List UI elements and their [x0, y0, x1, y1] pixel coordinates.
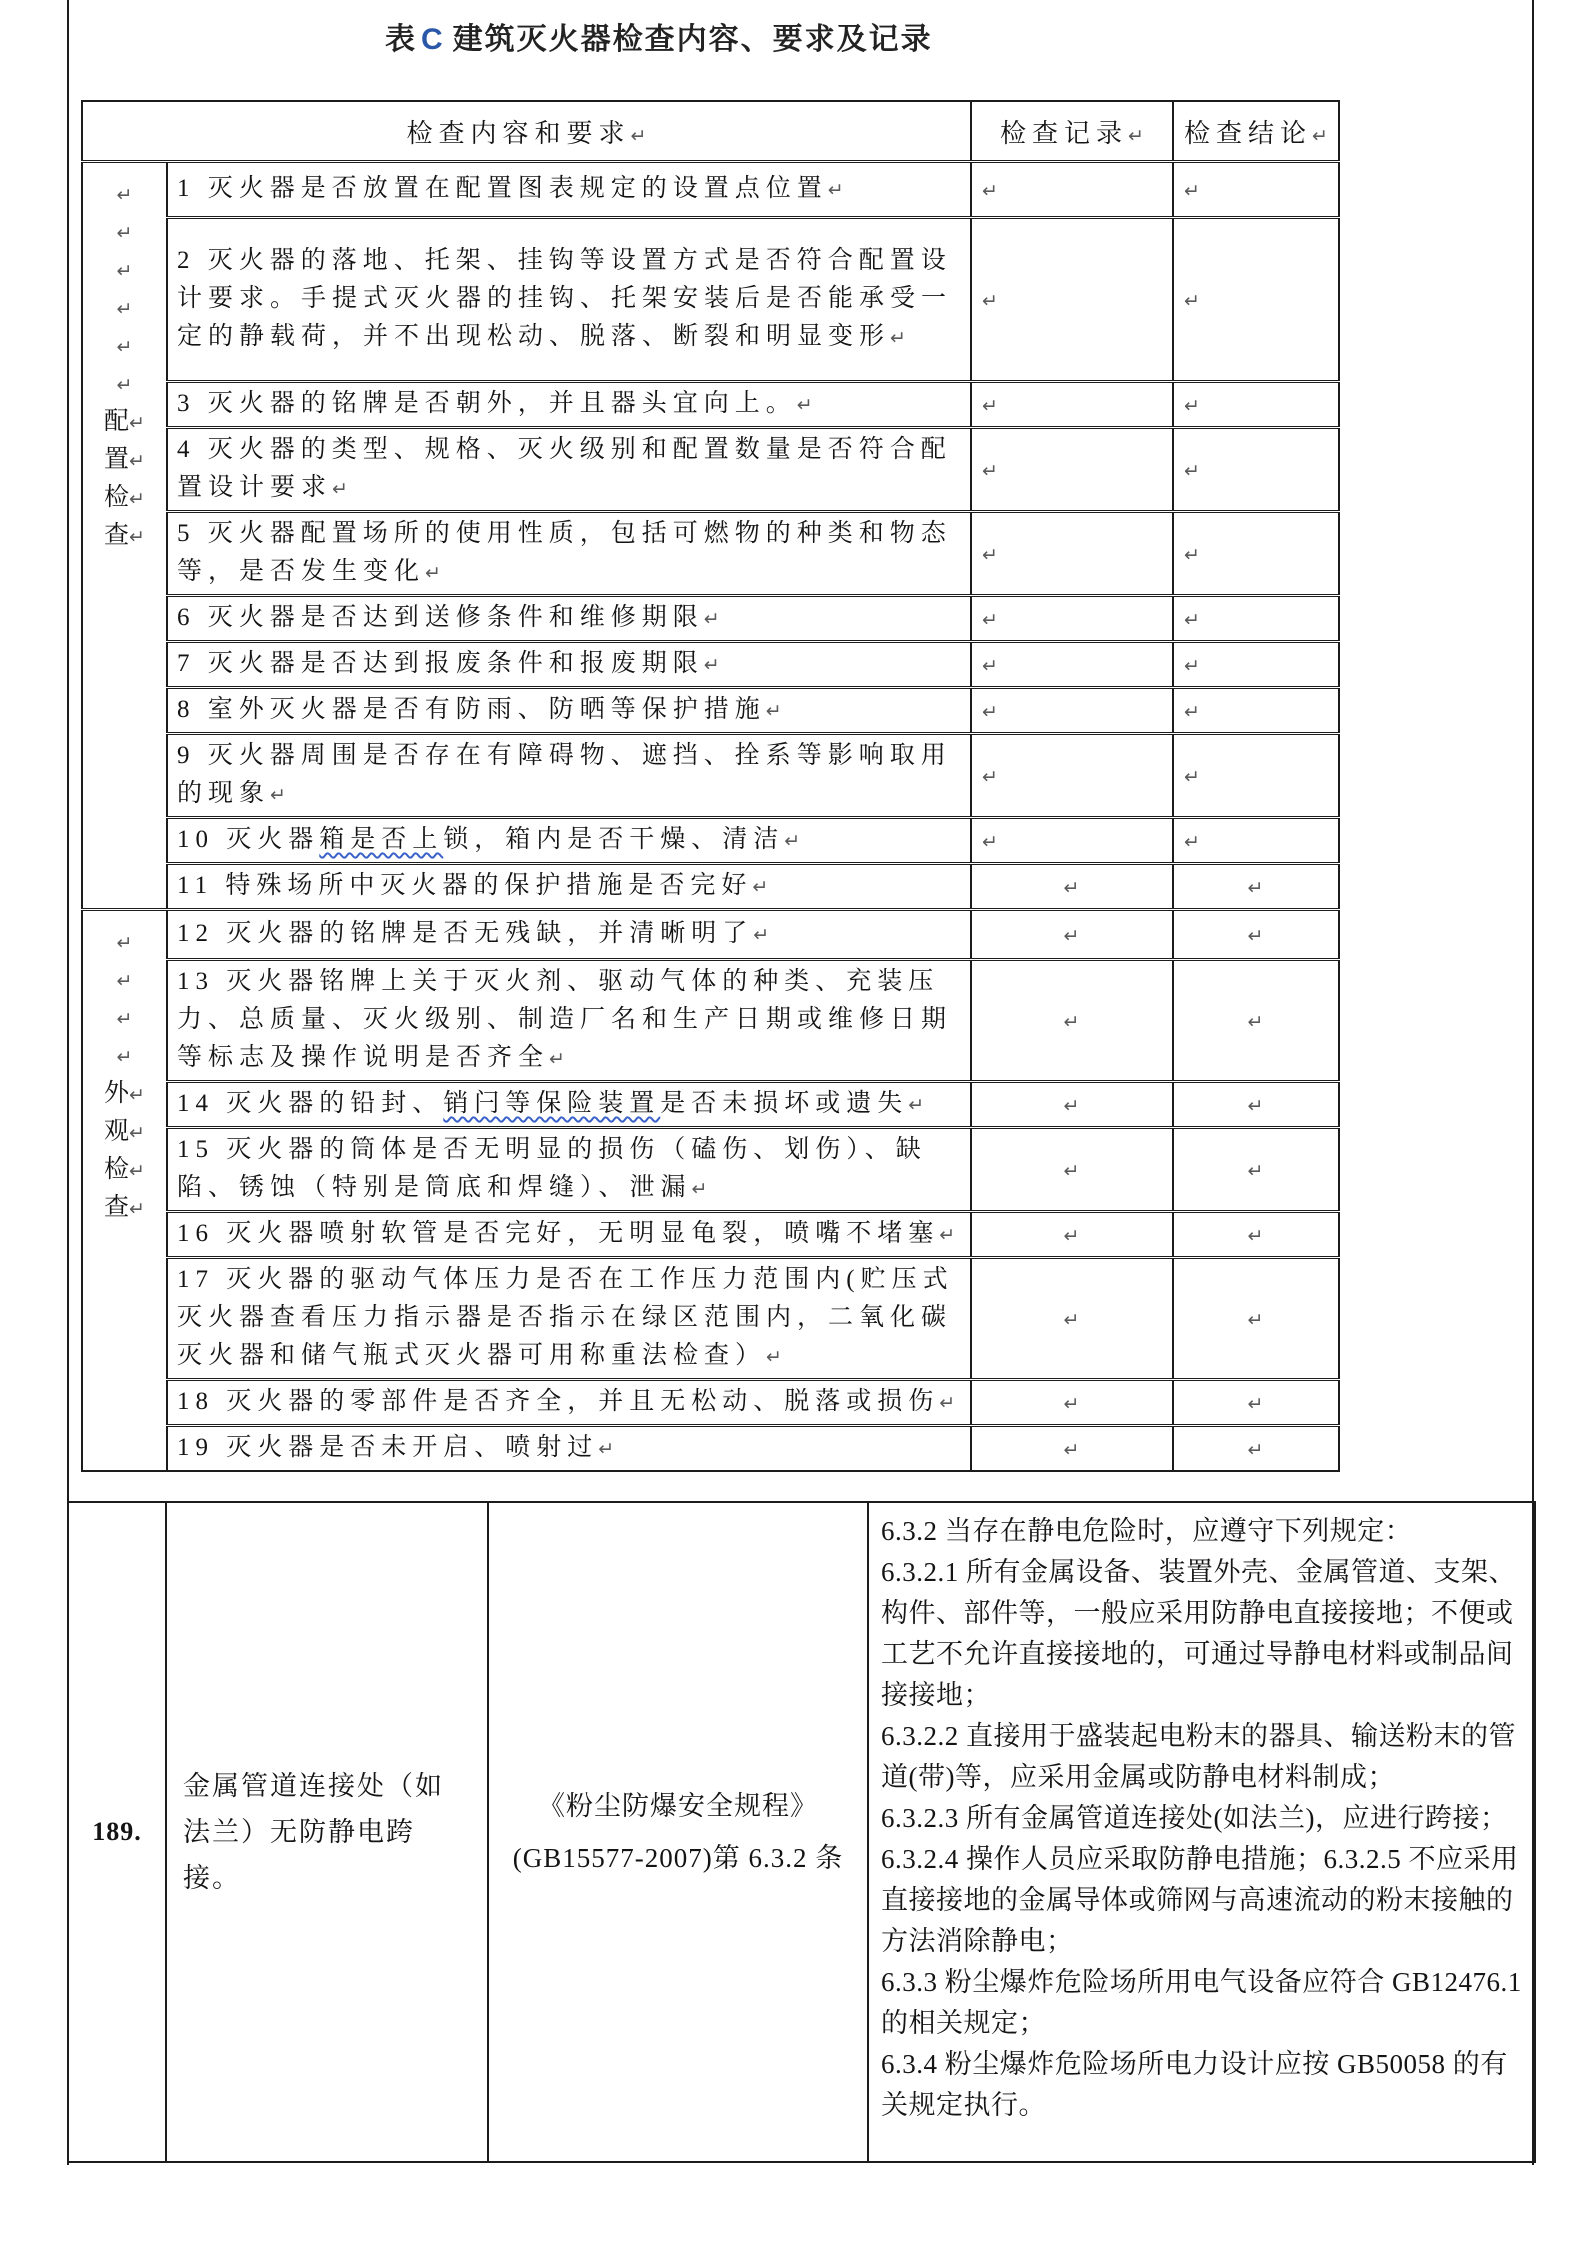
finding-number: 189.: [68, 1502, 166, 2162]
check-item-text: 灭火器: [226, 826, 320, 853]
extinguisher-inspection-table: [81, 100, 1340, 1472]
header-inspection-record: [971, 101, 1173, 162]
pilcrow-mark: ↵: [1063, 1159, 1080, 1182]
pilcrow-mark: ↵: [752, 876, 769, 898]
empty-paragraph-line: [84, 327, 165, 365]
check-item-number: 2: [177, 247, 196, 274]
section-label-text: 检: [104, 484, 130, 511]
check-item-text: 灭火器是否未开启、喷射过: [226, 1434, 599, 1461]
pilcrow-mark: ↵: [129, 1198, 145, 1220]
empty-paragraph-line: [84, 365, 165, 403]
check-item-number: 12: [177, 920, 214, 947]
record-cell-empty: [971, 1082, 1173, 1128]
pilcrow-mark: ↵: [982, 289, 998, 312]
pilcrow-mark: ↵: [1184, 179, 1200, 202]
check-item-cell: [167, 864, 971, 910]
table-row: [82, 162, 1339, 218]
pilcrow-mark: ↵: [1184, 765, 1200, 788]
check-item-cell: [167, 1082, 971, 1128]
header-inspection-conclusion: [1173, 101, 1339, 162]
record-cell-empty: [971, 1426, 1173, 1472]
check-item-number: 7: [177, 650, 196, 677]
empty-paragraph-line: [84, 999, 165, 1037]
header-content-label: 检查内容和要求: [406, 118, 631, 148]
check-item-text: 是否未损坏或遗失: [660, 1090, 909, 1117]
section-label-char: [84, 517, 165, 555]
title-letter-c: C: [421, 23, 445, 56]
regulation-clause: 6.3.2.4 操作人员应采取防静电措施；6.3.2.5 不应采用直接接地的金属导体或筛网与高速流动的粉末接触的方法消除静电；: [881, 1844, 1519, 1956]
conclusion-cell-empty: [1173, 1128, 1339, 1212]
section-label-text: 观: [104, 1118, 130, 1145]
pilcrow-mark: ↵: [691, 1178, 708, 1200]
spellcheck-underlined-text: 箱是否上: [319, 826, 444, 853]
check-item-text: 灭火器配置场所的使用性质，包括可燃物的种类和物态等，是否发生变化: [177, 520, 952, 585]
pilcrow-mark: ↵: [784, 830, 801, 852]
check-item-text: 灭火器周围是否存在有障碍物、遮挡、拴系等影响取用的现象: [177, 742, 952, 807]
basis-standard-clause: (GB15577-2007)第 6.3.2 条: [512, 1843, 844, 1873]
check-item-number: 18: [177, 1388, 214, 1415]
table-row: [82, 596, 1339, 642]
record-cell-empty: [971, 642, 1173, 688]
check-item-number: 3: [177, 390, 196, 417]
check-item-cell: [167, 162, 971, 218]
check-item-text: 灭火器喷射软管是否完好，无明显龟裂，喷嘴不堵塞: [226, 1220, 940, 1247]
record-cell-empty: [971, 1212, 1173, 1258]
pilcrow-mark: ↵: [1063, 876, 1080, 899]
pilcrow-mark: ↵: [116, 932, 133, 954]
pilcrow-mark: ↵: [630, 124, 647, 147]
conclusion-cell-empty: [1173, 1258, 1339, 1380]
check-item-cell: [167, 1128, 971, 1212]
check-item-number: 13: [177, 968, 214, 995]
pilcrow-mark: ↵: [129, 1084, 145, 1106]
pilcrow-mark: ↵: [1063, 1224, 1080, 1247]
section-label-appearance-check: [82, 910, 167, 1472]
table-row: [82, 218, 1339, 382]
check-item-text: 灭火器的铅封、: [226, 1090, 444, 1117]
pilcrow-mark: ↵: [1184, 543, 1200, 566]
pilcrow-mark: ↵: [270, 784, 286, 806]
record-cell-empty: [971, 162, 1173, 218]
table-row: [82, 1082, 1339, 1128]
conclusion-cell-empty: [1173, 960, 1339, 1082]
pilcrow-mark: ↵: [1184, 654, 1200, 677]
table-row: [82, 910, 1339, 960]
pilcrow-mark: ↵: [1247, 876, 1264, 899]
section-label-char: [84, 1189, 165, 1227]
pilcrow-mark: ↵: [982, 543, 998, 566]
pilcrow-mark: ↵: [982, 765, 998, 788]
conclusion-cell-empty: [1173, 1212, 1339, 1258]
title-prefix: 表: [385, 23, 417, 56]
check-item-text: 灭火器铭牌上关于灭火剂、驱动气体的种类、充装压力、总质量、灭火级别、制造厂名和生产日期或维修日期等标志及操作说明是否齐全: [177, 968, 953, 1071]
table-row: [82, 734, 1339, 818]
pilcrow-mark: ↵: [116, 970, 133, 992]
spellcheck-underlined-text: 销闩等保险装置: [443, 1090, 661, 1117]
conclusion-cell-empty: [1173, 428, 1339, 512]
pilcrow-mark: ↵: [982, 394, 998, 417]
empty-paragraph-line: [84, 251, 165, 289]
table-row: [82, 642, 1339, 688]
check-item-text: 灭火器的落地、托架、挂钩等设置方式是否符合配置设计要求。手提式灭火器的挂钩、托架安装后是否能承受一定的静载荷，并不出现松动、脱落、断裂和明显变形: [177, 247, 953, 350]
pilcrow-mark: ↵: [703, 608, 720, 630]
pilcrow-mark: ↵: [129, 526, 145, 548]
check-item-number: 10: [177, 826, 214, 853]
section-label-text: 置: [104, 446, 130, 473]
pilcrow-mark: ↵: [1247, 1010, 1264, 1033]
header-row: [82, 101, 1339, 162]
pilcrow-mark: ↵: [753, 924, 770, 946]
conclusion-cell-empty: [1173, 734, 1339, 818]
conclusion-cell-empty: [1173, 512, 1339, 596]
check-item-number: 17: [177, 1266, 214, 1293]
pilcrow-mark: ↵: [116, 260, 133, 282]
conclusion-cell-empty: [1173, 864, 1339, 910]
header-content-requirements: [82, 101, 971, 162]
conclusion-cell-empty: [1173, 162, 1339, 218]
check-item-cell: [167, 910, 971, 960]
table-row: [82, 818, 1339, 864]
finding-clause-text: [868, 1502, 1535, 2162]
conclusion-cell-empty: [1173, 910, 1339, 960]
pilcrow-mark: ↵: [116, 222, 133, 244]
check-item-cell: [167, 1258, 971, 1380]
pilcrow-mark: ↵: [982, 459, 998, 482]
pilcrow-mark: ↵: [796, 394, 813, 416]
check-item-text: 锁，箱内是否干燥、清洁: [443, 826, 785, 853]
basis-standard-name: 《粉尘防爆安全规程》: [538, 1791, 818, 1821]
check-item-number: 14: [177, 1090, 214, 1117]
pilcrow-mark: ↵: [116, 1008, 133, 1030]
check-item-number: 19: [177, 1434, 214, 1461]
pilcrow-mark: ↵: [1247, 1094, 1264, 1117]
section-label-text: 检: [104, 1156, 130, 1183]
record-cell-empty: [971, 734, 1173, 818]
pilcrow-mark: ↵: [129, 1122, 145, 1144]
record-cell-empty: [971, 512, 1173, 596]
pilcrow-mark: ↵: [908, 1094, 925, 1116]
table-row: [82, 512, 1339, 596]
finding-problem: 金属管道连接处（如法兰）无防静电跨接。: [166, 1502, 488, 2162]
check-item-cell: [167, 960, 971, 1082]
table-row: [82, 1212, 1339, 1258]
regulation-clause: 6.3.2.2 直接用于盛装起电粉末的器具、输送粉末的管道(带)等，应采用金属或防静电材料制成；: [881, 1721, 1516, 1792]
check-item-number: 16: [177, 1220, 214, 1247]
conclusion-cell-empty: [1173, 218, 1339, 382]
table-row: [82, 688, 1339, 734]
record-cell-empty: [971, 428, 1173, 512]
table-row: [82, 1380, 1339, 1426]
record-cell-empty: [971, 596, 1173, 642]
check-item-cell: [167, 734, 971, 818]
pilcrow-mark: ↵: [1247, 1438, 1264, 1461]
pilcrow-mark: ↵: [425, 562, 441, 584]
regulation-clause: 6.3.2.1 所有金属设备、装置外壳、金属管道、支架、构件、部件等，一般应采用防静电直接接地；不便或工艺不允许直接接地的，可通过导静电材料或制品间接接地；: [881, 1557, 1516, 1710]
finding-basis: [488, 1502, 868, 2162]
title-rest: 建筑灭火器检查内容、要求及记录: [452, 23, 933, 56]
pilcrow-mark: ↵: [1063, 1438, 1080, 1461]
pilcrow-mark: ↵: [827, 179, 844, 201]
pilcrow-mark: ↵: [598, 1438, 615, 1460]
conclusion-cell-empty: [1173, 382, 1339, 428]
pilcrow-mark: ↵: [1247, 1392, 1264, 1415]
pilcrow-mark: ↵: [982, 608, 998, 631]
section-label-char: [84, 1151, 165, 1189]
check-item-number: 15: [177, 1136, 214, 1163]
section-label-char: [84, 479, 165, 517]
pilcrow-mark: ↵: [1128, 124, 1144, 147]
pilcrow-mark: ↵: [1063, 1094, 1080, 1117]
check-item-cell: [167, 642, 971, 688]
empty-paragraph-line: [84, 1037, 165, 1075]
pilcrow-mark: ↵: [1184, 394, 1200, 417]
pilcrow-mark: ↵: [1312, 124, 1328, 147]
pilcrow-mark: ↵: [703, 654, 720, 676]
pilcrow-mark: ↵: [1063, 1308, 1080, 1331]
section-label-char: [84, 441, 165, 479]
record-cell-empty: [971, 1128, 1173, 1212]
pilcrow-mark: ↵: [1247, 924, 1264, 947]
check-item-cell: [167, 218, 971, 382]
check-item-cell: [167, 1426, 971, 1472]
section-label-text: 查: [104, 522, 130, 549]
check-item-text: 灭火器是否达到送修条件和维修期限: [207, 604, 704, 631]
pilcrow-mark: ↵: [982, 654, 998, 677]
check-item-cell: [167, 688, 971, 734]
pilcrow-mark: ↵: [116, 184, 133, 206]
pilcrow-mark: ↵: [549, 1048, 565, 1070]
check-item-text: 室外灭火器是否有防雨、防晒等保护措施: [207, 696, 766, 723]
record-cell-empty: [971, 1380, 1173, 1426]
check-item-cell: [167, 1380, 971, 1426]
record-cell-empty: [971, 960, 1173, 1082]
check-item-cell: [167, 428, 971, 512]
empty-paragraph-line: [84, 289, 165, 327]
empty-paragraph-line: [84, 923, 165, 961]
check-item-number: 4: [177, 436, 196, 463]
check-item-number: 8: [177, 696, 196, 723]
pilcrow-mark: ↵: [1184, 289, 1200, 312]
regulation-clause: 6.3.2 当存在静电危险时，应遵守下列规定：: [881, 1516, 1413, 1546]
table-row: [82, 382, 1339, 428]
regulation-clause: 6.3.4 粉尘爆炸危险场所电力设计应按 GB50058 的有关规定执行。: [881, 2049, 1508, 2120]
check-item-text: 灭火器的铭牌是否无残缺，并清晰明了: [226, 920, 754, 947]
pilcrow-mark: ↵: [939, 1224, 956, 1246]
table-row: [82, 428, 1339, 512]
pilcrow-mark: ↵: [765, 700, 782, 722]
table-row: [82, 1426, 1339, 1472]
table-row: [82, 864, 1339, 910]
empty-paragraph-line: [84, 213, 165, 251]
record-cell-empty: [971, 382, 1173, 428]
pilcrow-mark: ↵: [890, 327, 906, 349]
check-item-number: 5: [177, 520, 196, 547]
section-label-text: 查: [104, 1194, 130, 1221]
empty-paragraph-line: [84, 175, 165, 213]
table-row: [82, 1258, 1339, 1380]
pilcrow-mark: ↵: [116, 298, 133, 320]
header-conclusion-label: 检查结论: [1184, 118, 1313, 148]
record-cell-empty: [971, 864, 1173, 910]
section-label-configuration-check: [82, 162, 167, 910]
pilcrow-mark: ↵: [129, 412, 145, 434]
check-item-text: 灭火器是否达到报废条件和报废期限: [207, 650, 704, 677]
pilcrow-mark: ↵: [1247, 1159, 1264, 1182]
check-item-cell: [167, 382, 971, 428]
conclusion-cell-empty: [1173, 1082, 1339, 1128]
record-cell-empty: [971, 910, 1173, 960]
table-row: [82, 1128, 1339, 1212]
section-label-text: 外: [104, 1080, 130, 1107]
pilcrow-mark: ↵: [1063, 1392, 1080, 1415]
section-label-char: [84, 1075, 165, 1113]
check-item-text: 灭火器的筒体是否无明显的损伤（磕伤、划伤）、缺陷、锈蚀（特别是筒底和焊缝）、泄漏: [177, 1136, 927, 1201]
check-item-text: 特殊场所中灭火器的保护措施是否完好: [225, 872, 753, 899]
header-record-label: 检查记录: [1000, 118, 1129, 148]
record-cell-empty: [971, 818, 1173, 864]
pilcrow-mark: ↵: [116, 374, 133, 396]
pilcrow-mark: ↵: [1247, 1308, 1264, 1331]
section-label-char: [84, 403, 165, 441]
pilcrow-mark: ↵: [1184, 830, 1200, 853]
record-cell-empty: [971, 218, 1173, 382]
check-item-cell: [167, 818, 971, 864]
pilcrow-mark: ↵: [129, 488, 145, 510]
pilcrow-mark: ↵: [1063, 924, 1080, 947]
regulation-clause: 6.3.2.3 所有金属管道连接处(如法兰)，应进行跨接；: [881, 1803, 1508, 1833]
check-item-text: 灭火器是否放置在配置图表规定的设置点位置: [207, 175, 828, 202]
pilcrow-mark: ↵: [1184, 459, 1200, 482]
conclusion-cell-empty: [1173, 596, 1339, 642]
pilcrow-mark: ↵: [116, 1046, 133, 1068]
conclusion-cell-empty: [1173, 642, 1339, 688]
conclusion-cell-empty: [1173, 1426, 1339, 1472]
section-label-char: [84, 1113, 165, 1151]
pilcrow-mark: ↵: [332, 478, 348, 500]
check-item-text: 灭火器的类型、规格、灭火级别和配置数量是否符合配置设计要求: [177, 436, 952, 501]
record-cell-empty: [971, 688, 1173, 734]
pilcrow-mark: ↵: [1184, 608, 1200, 631]
regulation-clause: 6.3.3 粉尘爆炸危险场所用电气设备应符合 GB12476.1 的相关规定；: [881, 1967, 1522, 2038]
pilcrow-mark: ↵: [1063, 1010, 1080, 1033]
pilcrow-mark: ↵: [1184, 700, 1200, 723]
check-item-number: 11: [177, 872, 214, 899]
pilcrow-mark: ↵: [939, 1392, 956, 1414]
finding-189-table: [67, 1501, 1536, 2163]
pilcrow-mark: ↵: [766, 1346, 782, 1368]
table-row: [82, 960, 1339, 1082]
check-item-number: 1: [177, 175, 196, 202]
pilcrow-mark: ↵: [982, 700, 998, 723]
check-item-cell: [167, 512, 971, 596]
page-title: [385, 14, 933, 58]
check-item-number: 9: [177, 742, 196, 769]
pilcrow-mark: ↵: [116, 336, 133, 358]
finding-row: [68, 1502, 1535, 2162]
pilcrow-mark: ↵: [1247, 1224, 1264, 1247]
pilcrow-mark: ↵: [129, 450, 145, 472]
check-item-text: 灭火器的驱动气体压力是否在工作压力范围内(贮压式灭火器查看压力指示器是否指示在绿区范围内，二氧化碳灭火器和储气瓶式灭火器可用称重法检查）: [177, 1266, 954, 1369]
pilcrow-mark: ↵: [982, 179, 998, 202]
record-cell-empty: [971, 1258, 1173, 1380]
conclusion-cell-empty: [1173, 1380, 1339, 1426]
pilcrow-mark: ↵: [129, 1160, 145, 1182]
empty-paragraph-line: [84, 961, 165, 999]
check-item-text: 灭火器的零部件是否齐全，并且无松动、脱落或损伤: [226, 1388, 940, 1415]
section-label-text: 配: [104, 408, 130, 435]
check-item-cell: [167, 1212, 971, 1258]
check-item-cell: [167, 596, 971, 642]
conclusion-cell-empty: [1173, 818, 1339, 864]
inspection-table-body: [82, 162, 1339, 1472]
check-item-text: 灭火器的铭牌是否朝外，并且器头宜向上。: [207, 390, 797, 417]
conclusion-cell-empty: [1173, 688, 1339, 734]
check-item-number: 6: [177, 604, 196, 631]
pilcrow-mark: ↵: [982, 830, 998, 853]
